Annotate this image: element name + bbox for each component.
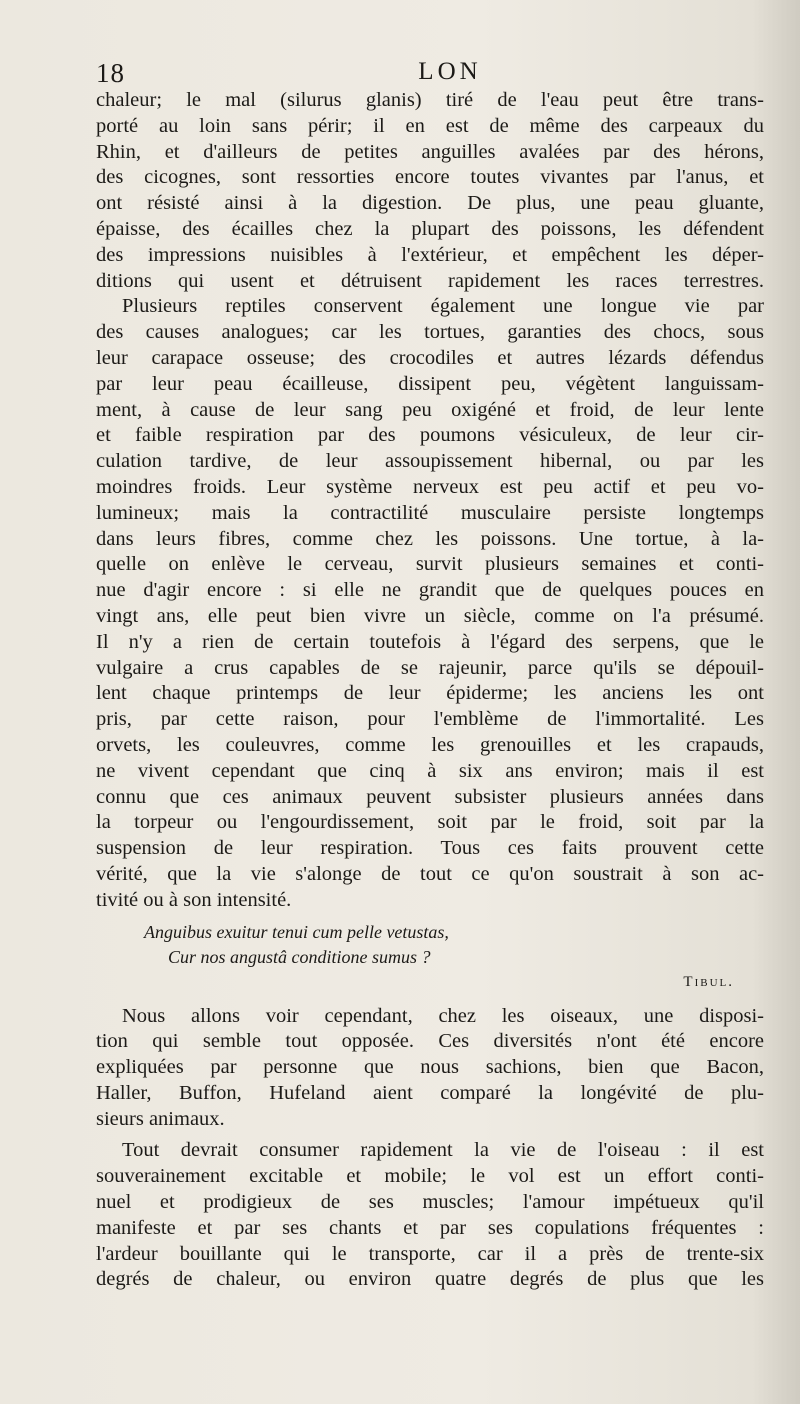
text-line: Il n'y a rien de certain toutefois à l'égard des serpens, que le xyxy=(96,630,764,653)
text-line: vérité, que la vie s'alonge de tout ce qu'on soustrait à son ac- xyxy=(96,862,764,885)
text-line: nue d'agir encore : si elle ne grandit que de quelques pouces en xyxy=(96,579,764,602)
page-number: 18 xyxy=(96,58,125,88)
text-line: ditions qui usent et détruisent rapidement les races terrestres. xyxy=(96,269,764,292)
running-head: LON xyxy=(418,58,482,85)
text-line: Nous allons voir cependant, chez les oiseaux, une disposi- xyxy=(122,1004,764,1027)
text-line: vingt ans, elle peut bien vivre un siècle, comme on l'a présumé. xyxy=(96,604,764,627)
text-line: degrés de chaleur, ou environ quatre degrés de plus que les xyxy=(96,1268,764,1291)
text-line: suspension de leur respiration. Tous ces faits prouvent cette xyxy=(96,837,764,860)
paragraph xyxy=(96,1138,764,1293)
text-line: nuel et prodigieux de ses muscles; l'amour impétueux qu'il xyxy=(96,1191,764,1214)
text-line: Tout devrait consumer rapidement la vie de l'oiseau : il est xyxy=(122,1139,764,1162)
text-line: ont résisté ainsi à la digestion. De plus, une peau gluante, xyxy=(96,192,764,215)
text-line: moindres froids. Leur système nerveux est peu actif et peu vo- xyxy=(96,475,764,498)
page-header xyxy=(96,58,764,92)
text-line: épaisse, des écailles chez la plupart des poissons, les défendent xyxy=(96,217,764,240)
verse-author: Tibul. xyxy=(683,973,734,990)
verse-quotation xyxy=(96,920,764,994)
text-line: orvets, les couleuvres, comme les grenouilles et les crapauds, xyxy=(96,733,764,756)
text-line: leur carapace osseuse; des crocodiles et autres lézards défendus xyxy=(96,346,764,369)
text-line: des cicognes, sont ressorties encore toutes vivantes par l'anus, et xyxy=(96,166,764,189)
text-line: Plusieurs reptiles conservent également une longue vie par xyxy=(122,295,764,318)
text-line: souverainement excitable et mobile; le vol est un effort conti- xyxy=(96,1165,764,1188)
text-line: Haller, Buffon, Hufeland aient comparé la longévité de plu- xyxy=(96,1081,764,1104)
text-line: tion qui semble tout opposée. Ces diversités n'ont été encore xyxy=(96,1030,764,1053)
text-line: et faible respiration par des poumons vésiculeux, de leur cir- xyxy=(96,424,764,447)
paragraph xyxy=(96,88,764,294)
text-line: culation tardive, de leur assoupissement hibernal, ou par les xyxy=(96,450,764,473)
text-line: ne vivent cependant que cinq à six ans environ; mais il est xyxy=(96,759,764,782)
text-line: porté au loin sans périr; il en est de même des carpeaux du xyxy=(96,114,764,137)
text-line: par leur peau écailleuse, dissipent peu, végètent languissam- xyxy=(96,372,764,395)
text-line: des causes analogues; car les tortues, garanties des chocs, sous xyxy=(96,321,764,344)
text-line: l'ardeur bouillante qui le transporte, car il a près de trente-six xyxy=(96,1242,764,1265)
text-line: connu que ces animaux peuvent subsister plusieurs années dans xyxy=(96,785,764,808)
text-line: vulgaire a crus capables de se rajeunir, parce qu'ils se dépouil- xyxy=(96,656,764,679)
text-line: Rhin, et d'ailleurs de petites anguilles avalées par des hérons, xyxy=(96,140,764,163)
text-line: tivité ou à son intensité. xyxy=(96,888,292,911)
text-line: expliquées par personne que nous sachions, bien que Bacon, xyxy=(96,1056,764,1079)
text-line: des impressions nuisibles à l'extérieur, et empêchent les déper- xyxy=(96,243,764,266)
verse-line: Cur nos angustâ conditione sumus ? xyxy=(168,946,431,967)
text-line: sieurs animaux. xyxy=(96,1107,225,1130)
paragraph xyxy=(96,294,764,913)
body-text xyxy=(96,88,764,1293)
text-line: lent chaque printemps de leur épiderme; les anciens les ont xyxy=(96,682,764,705)
text-line: pris, par cette raison, pour l'emblème de l'immortalité. Les xyxy=(96,708,764,731)
paragraph xyxy=(96,1004,764,1133)
text-line: manifeste et par ses chants et par ses copulations fréquentes : xyxy=(96,1216,764,1239)
text-line: lumineux; mais la contractilité musculaire persiste longtemps xyxy=(96,501,764,524)
text-line: la torpeur ou l'engourdissement, soit par le froid, soit par la xyxy=(96,811,764,834)
text-line: ment, à cause de leur sang peu oxigéné et froid, de leur lente xyxy=(96,398,764,421)
text-line: dans leurs fibres, comme chez les poissons. Une tortue, à la- xyxy=(96,527,764,550)
text-line: quelle on enlève le cerveau, survit plusieurs semaines et conti- xyxy=(96,553,764,576)
text-line: chaleur; le mal (silurus glanis) tiré de l'eau peut être trans- xyxy=(96,89,764,111)
verse-line: Anguibus exuitur tenui cum pelle vetustas, xyxy=(144,921,449,942)
